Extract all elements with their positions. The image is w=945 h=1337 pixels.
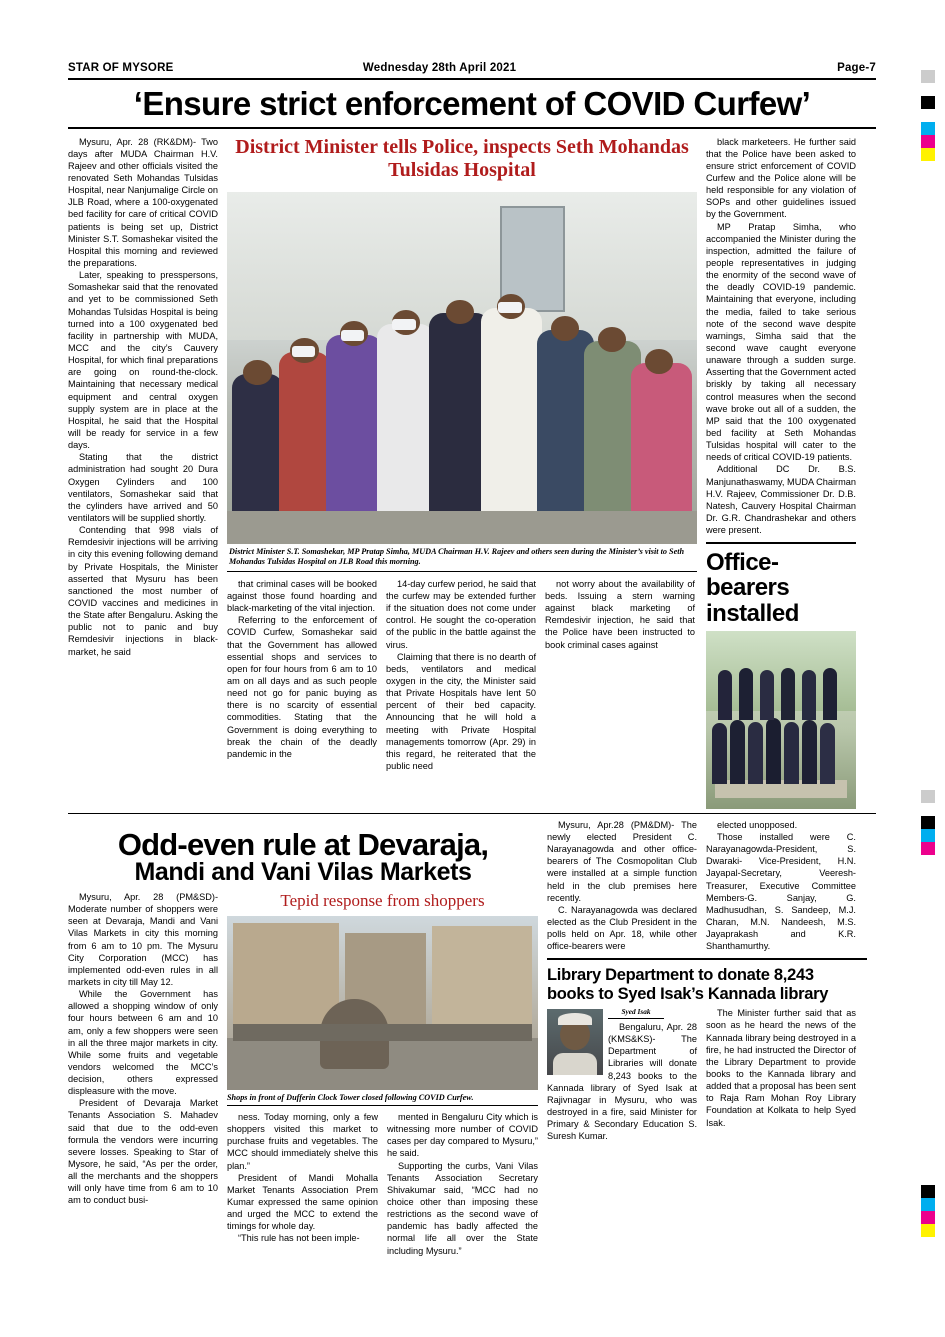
print-registration-marks-bottom — [921, 1185, 935, 1237]
print-registration-marks-mid — [921, 790, 935, 855]
reg-mark-gray — [921, 70, 935, 83]
photo-figure — [748, 722, 763, 784]
newspaper-page — [68, 62, 876, 1277]
story2-jump-columns — [227, 1111, 538, 1257]
photo-shirt — [553, 1053, 598, 1075]
lead-jump-columns — [227, 578, 697, 772]
masthead-paper-name: STAR OF MYSORE — [68, 62, 174, 74]
reg-mark-black-2 — [921, 816, 935, 829]
paragraph: Mysuru, Apr. 28 (RK&DM)- Two days after MUDA Chairman H.V. Rajeev and other officials visited the renovated Seth Mohandas Tulsidas Hospital, near Nanjumalige Circle on JLB Road, where a 100-oxygenated bed facility for care of critical COVID patients is being set up, District Minister S.T. Somashekar visited the Hospital this morning and reviewed the preparations. — [68, 136, 218, 269]
photo-shutters — [233, 1024, 532, 1041]
story4-headline-line1: Library Department to donate 8,243 — [547, 966, 814, 985]
paragraph: C. Narayanagowda was declared elected as the Club President in the polls held on Apr. 18, while other office-bearers were — [547, 904, 697, 952]
lower-zone — [68, 819, 876, 1257]
right-rail — [547, 819, 867, 1257]
lead-column-1 — [68, 136, 218, 809]
paragraph: black marketeers. He further said that the Police have been asked to ensure strict enforcement of COVID Curfew and the Police alone will be held responsible for any violation of SOPs and other guidelines issued by the Government. — [706, 136, 856, 220]
story4-column-2 — [706, 1007, 856, 1142]
photo-figure — [823, 668, 837, 720]
photo-face — [243, 360, 271, 385]
paragraph: The Minister further said that as soon as he heard the news of the Kannada library being destroyed in a fire, he had instructed the Director of the Library Department to provide books to the Kannada library and added that a proposal has been sent to Raja Ram Mohan Roy Library Foundation at Kolkata to help Syed Isak. — [706, 1008, 856, 1128]
paragraph: mented in Bengaluru City which is witnessing more number of COVID cases per day compared to Mysuru,” he said. — [387, 1111, 538, 1159]
reg-mark-white-3 — [921, 803, 935, 816]
photo-face — [551, 316, 579, 341]
photo-figure-minister — [481, 308, 542, 544]
photo-figure — [781, 668, 795, 720]
photo-figure — [712, 723, 727, 784]
photo-mask — [498, 302, 522, 313]
photo-cap — [558, 1013, 592, 1025]
story2-columns — [68, 891, 538, 1257]
story2-column-1 — [68, 891, 218, 1257]
photo-figure — [784, 722, 799, 784]
photo-crowd — [227, 269, 697, 544]
photo-floor — [227, 511, 697, 544]
paragraph: Contending that 998 vials of Remdesivir injections will be arriving in city this evening following demand by Private Hospitals, the Minister asserted that Mysuru has been sanctioned the most number of COVID vaccines and medicines in the State after Bengaluru. Asking the public not to panic and buy Remdesivir injections in black-market, he said — [68, 525, 218, 657]
reg-mark-yellow-2 — [921, 1224, 935, 1237]
reg-mark-cyan — [921, 122, 935, 135]
paragraph: Mysuru, Apr.28 (PM&DM)- The newly elected President C. Narayanagowda and other office-bearers of The Cosmopolitan Club were installed at a simple function held in the club premises here recently. — [547, 819, 697, 903]
photo-building — [233, 923, 339, 1031]
story2-headline-line2: Mandi and Vani Vilas Markets — [134, 858, 472, 887]
reg-mark-magenta — [921, 135, 935, 148]
paragraph: President of Devaraja Market Tenants Association S. Mahadev said that due to the odd-even formula the vendors were incurring severe losses. Speaking to Star of Mysore, he said, “As per the order, all the merchants and the shoppers will only have time from 6 am to 10 am to conduct busi- — [68, 1098, 218, 1206]
divider — [68, 813, 876, 814]
paragraph: Additional DC Dr. B.S. Manjunathaswamy, MUDA Chairman H.V. Rajeev, Commissioner Dr. D.B. Natesh, Cauvery Hospital Chairman Dr. G.R. Chandrashekar and others were present. — [706, 464, 856, 536]
reg-mark-black-3 — [921, 1185, 935, 1198]
paragraph: not worry about the availability of beds. Issuing a stern warning against black marketing of Remdesivir injection, he said that the Police have been instructed to book criminal cases against — [545, 578, 695, 650]
paragraph: Bengaluru, Apr. 28 (KMS&KS)- The Department of Libraries will donate 8,243 books to the Kannada library of Syed Isak at Rajivnagar in Mysuru, who was destroyed in a fire, said Minister for Primary & Secondary Education S. Suresh Kumar. — [547, 1021, 697, 1142]
masthead — [68, 62, 876, 80]
masthead-date: Wednesday 28th April 2021 — [362, 62, 517, 74]
lead-photo — [227, 192, 697, 544]
reg-mark-cyan-3 — [921, 1198, 935, 1211]
reg-mark-gray-2 — [921, 790, 935, 803]
paragraph: 14-day curfew period, he said that the curfew may be extended further if the situation does not come under control. He sought the co-operation of the public in the battle against the virus. — [386, 578, 536, 650]
paragraph: Claiming that there is no dearth of beds, ventilators and medical oxygen in the city, the Minister said that Private Hospitals have lent 50 percent of their bed capacity. Announcing that he will hold a meeting with Private Hospital managements tomorrow (Apr. 29) in this regard, he reiterated that the public need — [386, 651, 536, 771]
reg-mark-magenta-3 — [921, 1211, 935, 1224]
paragraph: While the Government has allowed a shopping window of only four hours between 6 am and 10 am, only a few shoppers were seen in all the three major markets in city. While some fruits and vegetable vendors welcomed the MCC’s decision, others expressed displeasure with the move. — [68, 989, 218, 1097]
photo-figure — [739, 668, 753, 720]
story3-column-2 — [706, 819, 856, 953]
story2-block — [68, 819, 538, 1257]
story3-columns — [547, 819, 867, 953]
photo-figure — [820, 723, 835, 784]
paragraph: that criminal cases will be booked against those found hoarding and black-marketing of the vital injection. — [227, 578, 377, 614]
reg-mark-black — [921, 96, 935, 109]
paragraph: ness. Today morning, only a few shoppers visited this market to purchase fruits and vegetables. The MCC should immediately shelve this plan.” — [227, 1111, 378, 1171]
paragraph: Later, speaking to presspersons, Somashekar said that the renovated and yet to be commissioned Seth Mohandas Tulsidas Hospital is being turned into a 100 oxygenated bed facility in partnership with MUDA, MCC and the city’s Cauvery Hospital, for which final preparations are going on round-the-clock. Maintaining that necessary medical equipment and central oxygen supply system are in place at the Hospital, he said that the Hospital will be ready for service in a few days. — [68, 270, 218, 451]
story2-headline-line1: Odd-even rule at Devaraja, — [117, 826, 489, 862]
lead-jump-column-3 — [545, 578, 695, 772]
reg-mark-white-2 — [921, 109, 935, 122]
story2-deck: Tepid response from shoppers — [280, 890, 485, 910]
photo-figure — [760, 670, 774, 720]
divider — [706, 542, 856, 544]
lead-center-block — [227, 136, 697, 809]
photo-building — [432, 926, 532, 1027]
story4-column-1 — [547, 1007, 697, 1142]
photo-face — [645, 349, 673, 374]
story4-photo-caption: Syed Isak — [608, 1007, 664, 1019]
story2-column-3 — [387, 1111, 538, 1257]
story4-portrait-photo — [547, 1009, 603, 1075]
story4-headline — [547, 966, 867, 1003]
print-registration-marks-top — [921, 70, 935, 161]
photo-mask — [292, 346, 316, 357]
lead-jump-column-1 — [227, 578, 377, 772]
photo-figure — [766, 718, 781, 784]
reg-mark-magenta-2 — [921, 842, 935, 855]
photo-figure — [802, 670, 816, 720]
story3-column-1 — [547, 819, 697, 953]
photo-face — [446, 300, 474, 325]
lead-story-top-zone — [68, 136, 876, 809]
photo-figure — [802, 720, 817, 784]
paragraph: Stating that the district administration had sought 20 Dura Oxygen Cylinders and 100 ventilators, Somashekar said that the cylinders have arrived and 50 ventilators will be supplied shortly. — [68, 452, 218, 523]
story2-photo — [227, 916, 538, 1090]
photo-mask — [341, 330, 365, 341]
paragraph: elected unopposed. — [717, 819, 798, 830]
reg-mark-cyan-2 — [921, 829, 935, 842]
paragraph: Supporting the curbs, Vani Vilas Tenants Association Secretary Shivakumar said, “MCC had no choice other than imposing these restrictions as the second wave of pandemic has badly affected the normal life all over the State including Mysuru.” — [387, 1160, 538, 1256]
lead-headline: ‘Ensure strict enforcement of COVID Curfew’ — [68, 87, 876, 129]
masthead-page-number: Page-7 — [837, 62, 876, 74]
story2-photo-caption: Shops in front of Dufferin Clock Tower closed following COVID Curfew. — [227, 1090, 538, 1106]
story2-right-block — [227, 891, 538, 1257]
story4-columns — [547, 1007, 867, 1142]
photo-face — [598, 327, 626, 352]
reg-mark-yellow — [921, 148, 935, 161]
photo-mask — [392, 319, 416, 330]
divider — [547, 958, 867, 960]
paragraph: President of Mandi Mohalla Market Tenants Association Prem Kumar expressed the same opinion and urged the MCC to extend the timings for whole day. — [227, 1172, 378, 1232]
photo-figure — [718, 670, 732, 720]
lead-jump-column-2 — [386, 578, 536, 772]
photo-figure — [730, 720, 745, 784]
lead-deck: District Minister tells Police, inspects Seth Mohandas Tulsidas Hospital — [235, 135, 689, 182]
story2-column-2 — [227, 1111, 378, 1257]
story3-headline: Office-bearers installed — [706, 549, 799, 627]
story3-photo — [706, 631, 856, 809]
paragraph: Referring to the enforcement of COVID Curfew, Somashekar said that the Government has allowed essential shops and services to open for four hours from 6 am to 10 am on all days and as such people need not go for panic buying as there is no scarcity of essential commodities. Stating that the Government is doing everything to break the chain of the deadly pandemic in the — [227, 615, 377, 759]
story4-headline-line2: books to Syed Isak’s Kannada library — [547, 984, 829, 1003]
paragraph: Mysuru, Apr. 28 (PM&SD)- Moderate number of shoppers were seen at Devaraja, Mandi and Vani Vilas Markets in city this morning from 6 am to 10 pm. The Mysuru City Corporation (MCC) has implemented odd-even rules in all markets in city till May 12. — [68, 891, 218, 987]
lead-photo-caption: District Minister S.T. Somashekar, MP Pratap Simha, MUDA Chairman H.V. Rajeev and others seen during the Minister’s visit to Seth Mohandas Tulsidas Hospital on JLB Road this morning. — [227, 544, 697, 572]
lead-column-right — [706, 136, 856, 809]
paragraph: MP Pratap Simha, who accompanied the Minister during the inspection, admitted the failure of people representatives in judging the enormity of the second wave of the deadly COVID-19 pandemic. Maintaining that everyone, including the media, failed to take serious note of the second wave despite warnings, Simha said that the second wave caught everyone unaware through a sudden surge. Asserting that the Government acted briskly by taking all necessary control measures when the second wave broke out all of a sudden, the MP said that the 100 oxygenated bed facility at Seth Mohandas Tulsidas hospital will cater to the needs of critical COVID-19 patients. — [706, 221, 856, 463]
paragraph: Those installed were C. Narayanagowda-President, S. Dwaraki- Vice-President, H.N. Jayapal-Secretary, Veeresh-Treasurer, Executive Committee Members-G. Sanjay, G. Madhusudhan, S. Sandeep, M.J. Charan, M.N. Nandeesh, M.S. Jayaprakash and K.R. Shanthamurthy. — [706, 831, 856, 952]
story2-headline — [68, 826, 538, 887]
paragraph: “This rule has not been imple- — [238, 1233, 360, 1244]
reg-mark-white — [921, 83, 935, 96]
